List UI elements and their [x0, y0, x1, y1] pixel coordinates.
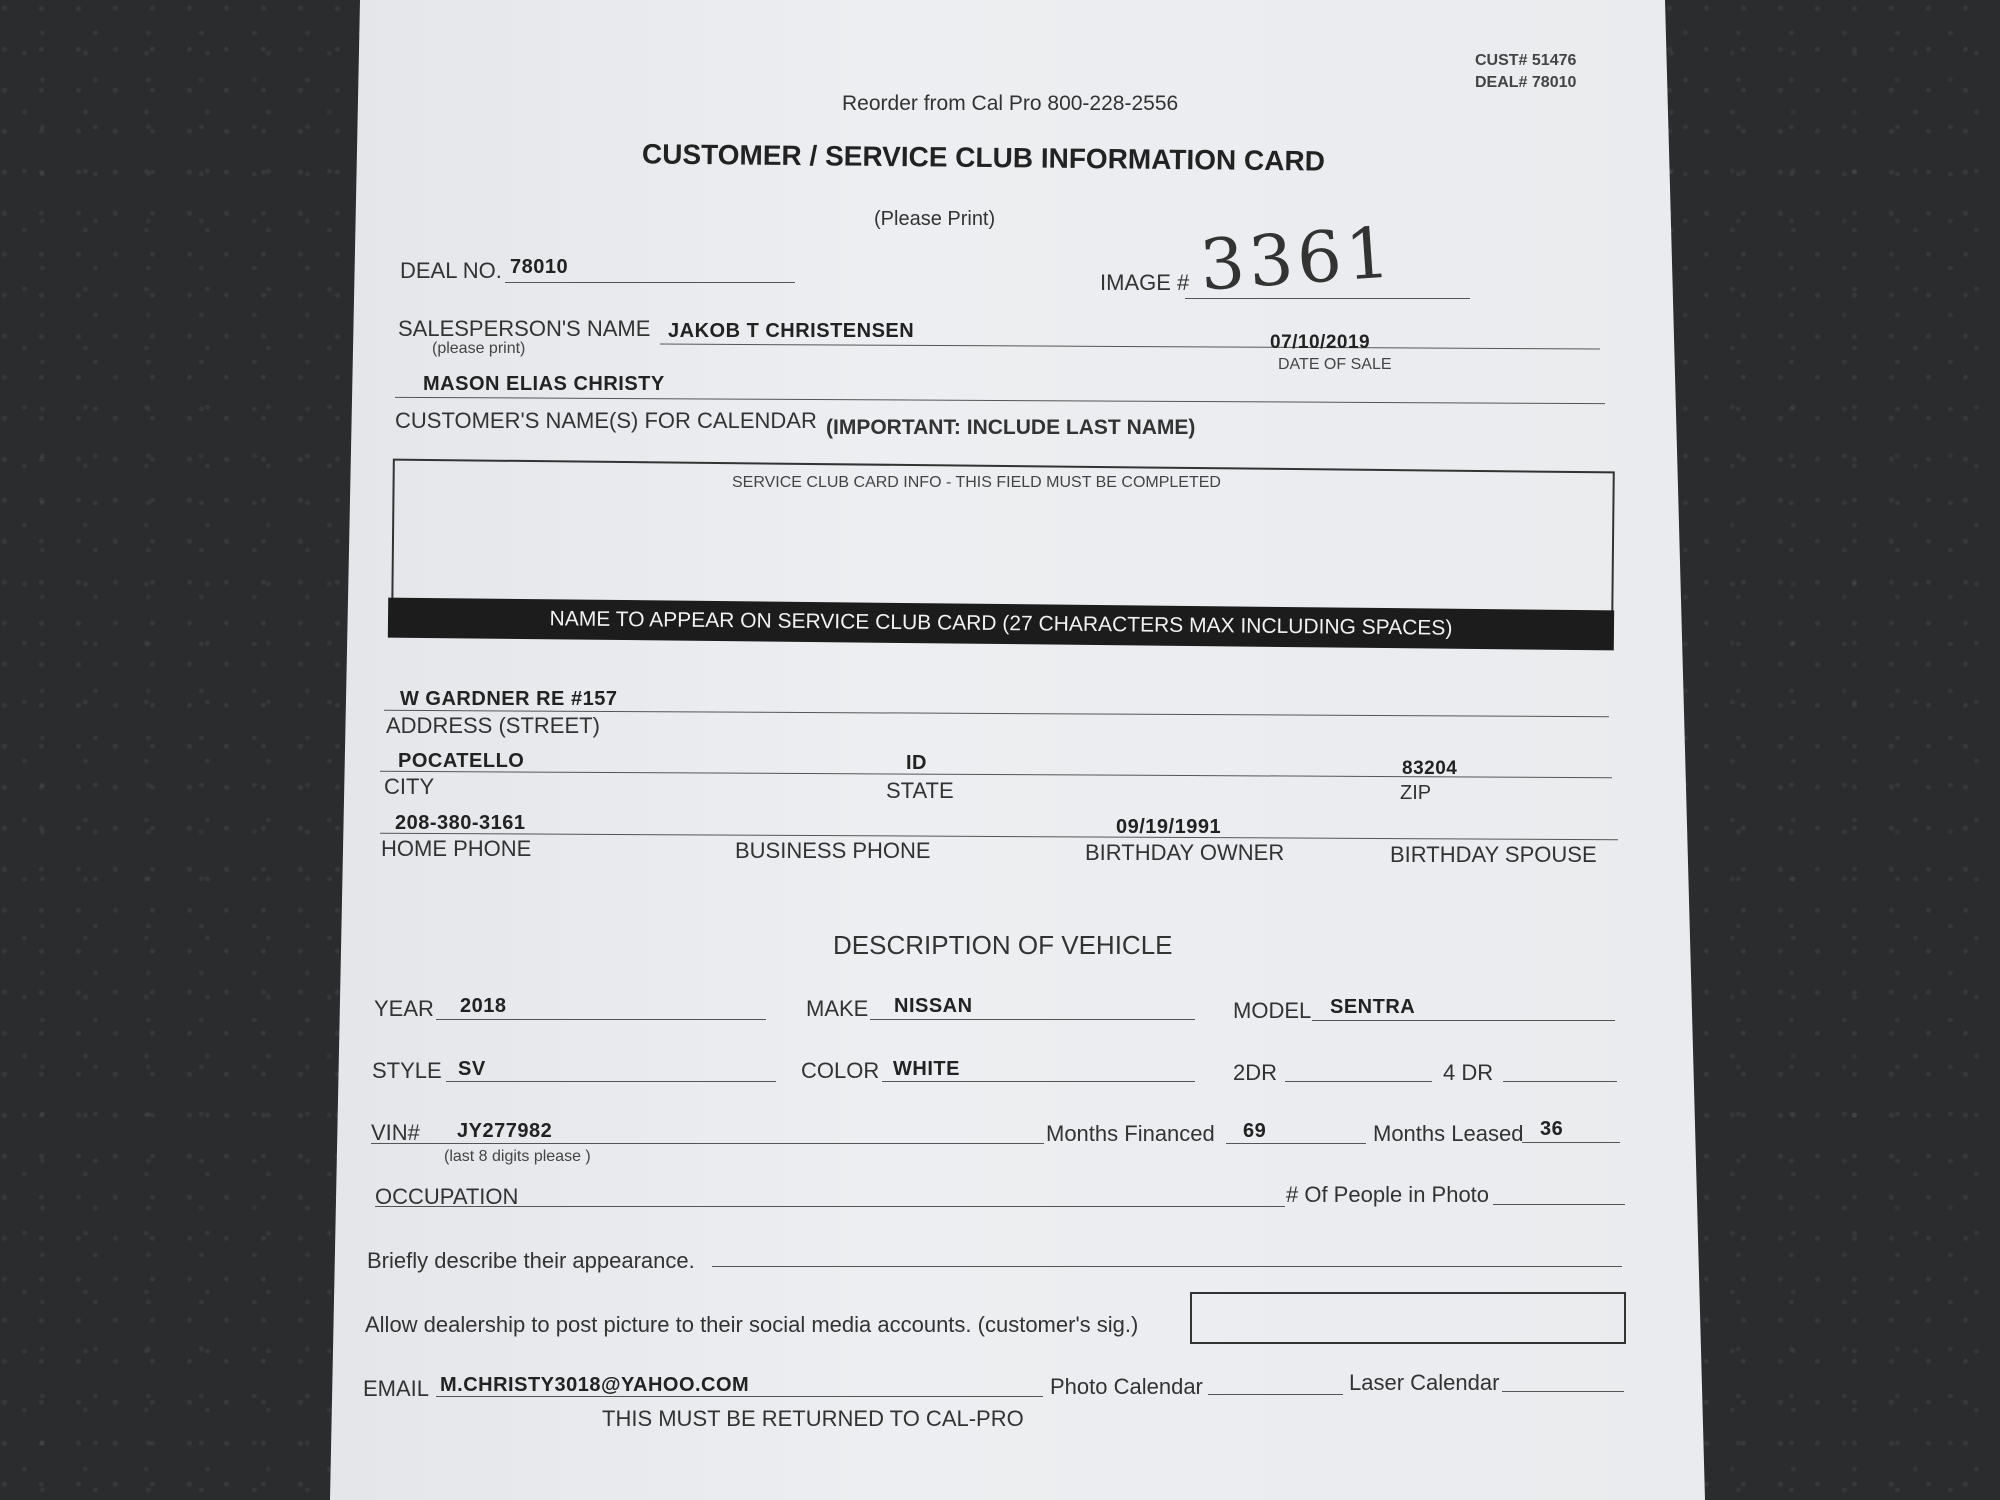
- two-door-label: 2DR: [1233, 1060, 1278, 1085]
- months-financed-line: [1226, 1143, 1366, 1144]
- photo-calendar-line: [1208, 1394, 1343, 1395]
- form-paper: [330, 0, 1710, 1500]
- people-in-photo-line: [1493, 1204, 1625, 1205]
- city-value: POCATELLO: [398, 750, 525, 772]
- home-phone-value: 208-380-3161: [395, 812, 526, 834]
- city-label: CITY: [384, 774, 435, 799]
- email-value: M.CHRISTY3018@YAHOO.COM: [440, 1374, 750, 1396]
- occupation-label: OCCUPATION: [375, 1184, 519, 1209]
- service-club-info: SERVICE CLUB CARD INFO - THIS FIELD MUST BE COMPLETED: [732, 474, 1221, 491]
- laser-calendar-line: [1502, 1391, 1624, 1392]
- style-label: STYLE: [372, 1058, 442, 1083]
- color-label: COLOR: [801, 1058, 880, 1083]
- model-line: [1312, 1020, 1615, 1021]
- model-value: SENTRA: [1330, 996, 1416, 1018]
- deal-no-value: 78010: [510, 256, 569, 278]
- reorder-text: Reorder from Cal Pro 800-228-2556: [842, 92, 1179, 115]
- customer-signature-box[interactable]: [1190, 1292, 1626, 1344]
- vehicle-section-title: DESCRIPTION OF VEHICLE: [833, 930, 1173, 960]
- deal-number-top: DEAL# 78010: [1475, 74, 1577, 91]
- color-value: WHITE: [893, 1058, 960, 1080]
- months-leased-line: [1522, 1142, 1620, 1143]
- image-label: IMAGE #: [1100, 270, 1190, 295]
- months-leased-value: 36: [1540, 1118, 1564, 1140]
- vin-line: [371, 1143, 1044, 1144]
- deal-no-line: [505, 282, 795, 283]
- service-club-name-bar: NAME TO APPEAR ON SERVICE CLUB CARD (27 CHARACTERS MAX INCLUDING SPACES): [388, 598, 1614, 651]
- style-line: [446, 1081, 776, 1082]
- style-value: SV: [458, 1058, 486, 1080]
- home-phone-label: HOME PHONE: [381, 836, 532, 861]
- salesperson-value: JAKOB T CHRISTENSEN: [668, 320, 915, 342]
- state-value: ID: [906, 752, 927, 774]
- form-title: CUSTOMER / SERVICE CLUB INFORMATION CARD: [641, 138, 1326, 177]
- make-value: NISSAN: [894, 995, 973, 1017]
- model-label: MODEL: [1233, 998, 1312, 1023]
- year-label: YEAR: [374, 996, 434, 1021]
- birthday-owner-value: 09/19/1991: [1116, 816, 1222, 838]
- photo-calendar-label: Photo Calendar: [1050, 1374, 1203, 1399]
- deal-no-label: DEAL NO.: [400, 258, 502, 283]
- birthday-spouse-label: BIRTHDAY SPOUSE: [1390, 842, 1597, 867]
- social-media-label: Allow dealership to post picture to their social media accounts. (customer's sig.): [365, 1312, 1139, 1337]
- sale-date-value: 07/10/2019: [1270, 332, 1371, 353]
- four-door-label: 4 DR: [1443, 1060, 1494, 1085]
- customer-name-value: MASON ELIAS CHRISTY: [423, 373, 665, 395]
- vin-value: JY277982: [457, 1120, 553, 1142]
- color-line: [882, 1081, 1195, 1082]
- state-label: STATE: [886, 778, 954, 803]
- vin-label: VIN#: [371, 1120, 420, 1145]
- months-financed-label: Months Financed: [1046, 1121, 1215, 1146]
- year-line: [436, 1019, 766, 1020]
- image-line: [1185, 298, 1470, 299]
- make-line: [870, 1019, 1195, 1020]
- address-label: ADDRESS (STREET): [386, 713, 600, 738]
- appearance-label: Briefly describe their appearance.: [367, 1248, 695, 1273]
- salesperson-label: SALESPERSON'S NAME: [398, 316, 651, 341]
- sale-date-label: DATE OF SALE: [1278, 356, 1392, 373]
- customer-name-label: CUSTOMER'S NAME(S) FOR CALENDAR: [395, 408, 817, 433]
- months-leased-label: Months Leased: [1373, 1121, 1524, 1146]
- image-handwritten-number: 3361: [1197, 211, 1397, 307]
- business-phone-label: BUSINESS PHONE: [735, 838, 931, 863]
- months-financed-value: 69: [1243, 1120, 1267, 1142]
- email-label: EMAIL: [363, 1376, 430, 1401]
- address-value: W GARDNER RE #157: [400, 688, 618, 710]
- zip-value: 83204: [1402, 758, 1458, 779]
- salesperson-sub: (please print): [432, 340, 526, 357]
- occupation-line: [375, 1206, 1285, 1207]
- customer-name-important: (IMPORTANT: INCLUDE LAST NAME): [826, 416, 1196, 439]
- zip-label: ZIP: [1400, 782, 1432, 804]
- two-door-line: [1285, 1081, 1432, 1082]
- appearance-line: [712, 1266, 1622, 1267]
- email-line: [436, 1396, 1043, 1397]
- year-value: 2018: [460, 995, 507, 1017]
- vin-sub: (last 8 digits please ): [444, 1148, 591, 1165]
- four-door-line: [1503, 1081, 1617, 1082]
- people-in-photo-label: # Of People in Photo: [1286, 1182, 1490, 1207]
- cust-number: CUST# 51476: [1475, 52, 1577, 69]
- birthday-owner-label: BIRTHDAY OWNER: [1085, 840, 1285, 865]
- make-label: MAKE: [806, 996, 869, 1021]
- laser-calendar-label: Laser Calendar: [1349, 1370, 1500, 1395]
- please-print: (Please Print): [874, 208, 996, 230]
- footer-return-note: THIS MUST BE RETURNED TO CAL-PRO: [602, 1406, 1024, 1431]
